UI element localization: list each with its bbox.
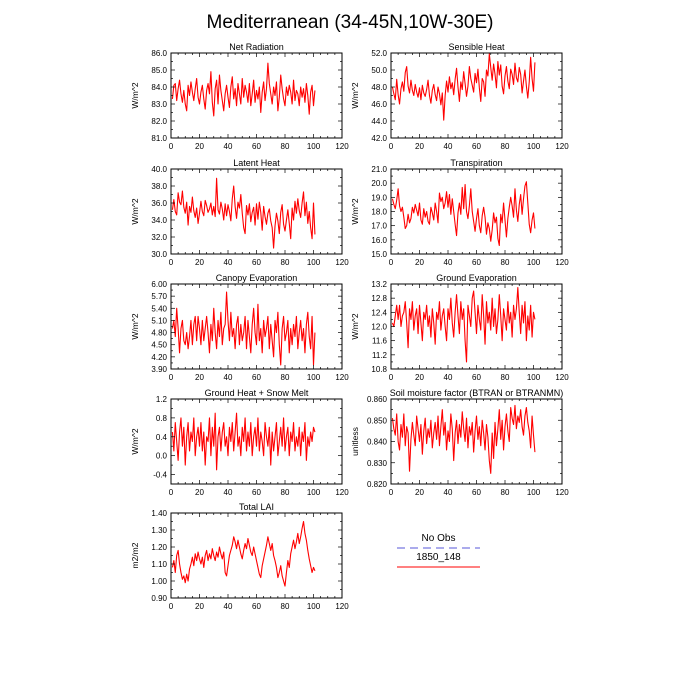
y-axis-label: W/m^2 bbox=[350, 198, 360, 225]
x-tick-label: 100 bbox=[526, 142, 541, 151]
y-tick-label: 1.30 bbox=[151, 526, 167, 535]
x-tick-label: 120 bbox=[335, 258, 349, 267]
panel-title: Net Radiation bbox=[229, 42, 284, 52]
x-tick-label: 100 bbox=[306, 258, 321, 267]
x-tick-label: 20 bbox=[415, 373, 424, 382]
y-tick-label: 17.0 bbox=[371, 221, 387, 231]
x-tick-label: 40 bbox=[223, 488, 233, 497]
y-tick-label: 5.40 bbox=[151, 304, 167, 314]
y-tick-label: 12.4 bbox=[371, 308, 387, 318]
y-tick-label: 32.0 bbox=[151, 233, 167, 242]
x-tick-label: 20 bbox=[195, 602, 204, 611]
y-tick-label: 1.10 bbox=[151, 560, 167, 569]
y-tick-label: 42.0 bbox=[371, 134, 387, 143]
x-tick-label: 120 bbox=[555, 142, 569, 151]
y-axis-label: W/m^2 bbox=[350, 313, 360, 340]
x-tick-label: 40 bbox=[443, 142, 453, 151]
y-tick-label: 0.850 bbox=[366, 416, 387, 426]
x-tick-label: 120 bbox=[555, 258, 569, 267]
y-tick-label: 11.2 bbox=[372, 350, 387, 360]
x-tick-label: 100 bbox=[306, 142, 321, 151]
y-tick-label: 0.8 bbox=[155, 413, 167, 423]
x-tick-label: 20 bbox=[415, 258, 424, 267]
panel-title: Total LAI bbox=[238, 502, 275, 512]
panel-title: Transpiration bbox=[450, 158, 503, 168]
x-tick-label: 60 bbox=[472, 258, 481, 267]
x-tick-label: 20 bbox=[195, 373, 204, 382]
panel-title: Latent Heat bbox=[233, 158, 280, 168]
y-axis-label: W/m^2 bbox=[130, 198, 140, 225]
y-tick-label: 85.0 bbox=[151, 66, 167, 75]
y-tick-label: 10.8 bbox=[371, 365, 387, 374]
y-tick-label: 6.00 bbox=[151, 280, 167, 289]
y-tick-label: 0.840 bbox=[366, 437, 387, 447]
x-tick-label: 120 bbox=[335, 142, 349, 151]
x-tick-label: 0 bbox=[388, 258, 394, 267]
x-tick-label: 20 bbox=[195, 142, 204, 151]
x-tick-label: 0 bbox=[168, 373, 174, 382]
y-tick-label: 30.0 bbox=[151, 250, 167, 259]
x-tick-label: 0 bbox=[168, 488, 174, 497]
x-tick-label: 40 bbox=[223, 142, 233, 151]
y-tick-label: 52.0 bbox=[371, 49, 387, 58]
x-tick-label: 0 bbox=[388, 373, 394, 382]
x-tick-label: 80 bbox=[280, 258, 290, 267]
y-tick-label: 0.820 bbox=[366, 480, 387, 489]
x-tick-label: 20 bbox=[195, 258, 204, 267]
x-tick-label: 120 bbox=[555, 373, 569, 382]
y-tick-label: 13.2 bbox=[371, 280, 387, 289]
x-tick-label: 0 bbox=[388, 488, 394, 497]
y-axis-label: W/m^2 bbox=[130, 313, 140, 340]
y-tick-label: 81.0 bbox=[151, 134, 167, 143]
y-tick-label: 83.0 bbox=[151, 100, 167, 109]
x-tick-label: 80 bbox=[280, 373, 290, 382]
y-tick-label: 4.50 bbox=[151, 340, 167, 350]
x-tick-label: 40 bbox=[443, 488, 453, 497]
y-tick-label: 0.90 bbox=[151, 594, 167, 603]
x-tick-label: 80 bbox=[500, 488, 510, 497]
figure-title: Mediterranean (34-45N,10W-30E) bbox=[206, 12, 494, 33]
x-tick-label: 0 bbox=[388, 142, 394, 151]
x-tick-label: 80 bbox=[500, 373, 510, 382]
x-tick-label: 100 bbox=[526, 258, 541, 267]
x-tick-label: 120 bbox=[335, 488, 349, 497]
panel-title: Canopy Evaporation bbox=[215, 273, 298, 283]
x-tick-label: 40 bbox=[443, 373, 453, 382]
x-tick-label: 100 bbox=[306, 373, 321, 382]
y-axis-label: unitless bbox=[350, 427, 360, 456]
y-tick-label: 0.860 bbox=[366, 395, 387, 404]
x-tick-label: 120 bbox=[335, 373, 349, 382]
x-tick-label: 60 bbox=[472, 488, 481, 497]
y-tick-label: 0.0 bbox=[155, 451, 167, 461]
y-tick-label: 1.2 bbox=[155, 395, 167, 404]
y-tick-label: 34.0 bbox=[151, 216, 167, 225]
y-tick-label: 18.0 bbox=[371, 207, 387, 217]
x-tick-label: 80 bbox=[500, 142, 510, 151]
x-tick-label: 80 bbox=[280, 602, 290, 611]
y-tick-label: 82.0 bbox=[151, 117, 167, 126]
x-tick-label: 120 bbox=[555, 488, 569, 497]
x-tick-label: 80 bbox=[280, 488, 290, 497]
y-axis-label: W/m^2 bbox=[130, 82, 140, 109]
legend-label-0: No Obs bbox=[421, 533, 456, 544]
y-tick-label: 12.8 bbox=[371, 294, 387, 304]
y-tick-label: 40.0 bbox=[151, 165, 167, 174]
y-tick-label: 16.0 bbox=[371, 235, 387, 245]
y-tick-label: 36.0 bbox=[151, 199, 167, 208]
x-tick-label: 60 bbox=[252, 142, 261, 151]
x-tick-label: 40 bbox=[443, 258, 453, 267]
panel-title: Ground Heat + Snow Melt bbox=[204, 388, 309, 398]
y-tick-label: 50.0 bbox=[371, 66, 387, 75]
y-tick-label: 15.0 bbox=[371, 250, 387, 259]
x-tick-label: 100 bbox=[526, 373, 541, 382]
y-tick-label: 44.0 bbox=[371, 117, 387, 126]
y-tick-label: 20.0 bbox=[371, 179, 387, 189]
panel-title: Sensible Heat bbox=[448, 42, 505, 52]
x-tick-label: 80 bbox=[280, 142, 290, 151]
x-tick-label: 0 bbox=[168, 258, 174, 267]
x-tick-label: 60 bbox=[252, 373, 261, 382]
y-tick-label: 21.0 bbox=[371, 165, 387, 174]
y-tick-label: -0.4 bbox=[153, 470, 167, 480]
y-tick-label: 4.20 bbox=[151, 352, 167, 362]
y-tick-label: 0.4 bbox=[155, 432, 167, 442]
y-axis-label: m2/m2 bbox=[130, 542, 140, 569]
y-axis-label: W/m^2 bbox=[130, 428, 140, 455]
y-tick-label: 11.6 bbox=[372, 336, 387, 346]
x-tick-label: 80 bbox=[500, 258, 510, 267]
y-tick-label: 1.40 bbox=[151, 509, 167, 518]
x-tick-label: 60 bbox=[252, 602, 261, 611]
y-tick-label: 38.0 bbox=[151, 182, 167, 191]
x-tick-label: 100 bbox=[526, 488, 541, 497]
x-tick-label: 20 bbox=[415, 488, 424, 497]
x-tick-label: 40 bbox=[223, 373, 233, 382]
x-tick-label: 20 bbox=[415, 142, 424, 151]
x-tick-label: 100 bbox=[306, 488, 321, 497]
x-tick-label: 0 bbox=[168, 142, 174, 151]
y-tick-label: 5.10 bbox=[151, 316, 167, 326]
y-tick-label: 3.90 bbox=[151, 365, 167, 374]
y-tick-label: 86.0 bbox=[151, 49, 167, 58]
y-axis-label: W/m^2 bbox=[350, 82, 360, 109]
legend-label-1: 1850_148 bbox=[416, 552, 461, 563]
x-tick-label: 60 bbox=[252, 258, 261, 267]
y-tick-label: 0.830 bbox=[366, 458, 387, 468]
panel-title: Soil moisture factor (BTRAN or BTRANMN) bbox=[389, 388, 564, 398]
x-tick-label: 0 bbox=[168, 602, 174, 611]
x-tick-label: 60 bbox=[252, 488, 261, 497]
y-tick-label: 48.0 bbox=[371, 83, 387, 92]
y-tick-label: 12.0 bbox=[371, 322, 387, 332]
x-tick-label: 120 bbox=[335, 602, 349, 611]
y-tick-label: 5.70 bbox=[151, 292, 167, 302]
x-tick-label: 60 bbox=[472, 142, 481, 151]
y-tick-label: 4.80 bbox=[151, 328, 167, 338]
x-tick-label: 20 bbox=[195, 488, 204, 497]
x-tick-label: 40 bbox=[223, 258, 233, 267]
panel-title: Ground Evaporation bbox=[436, 273, 517, 283]
y-tick-label: 46.0 bbox=[371, 100, 387, 109]
y-tick-label: 1.00 bbox=[151, 577, 167, 586]
y-tick-label: 1.20 bbox=[151, 543, 167, 552]
y-tick-label: 84.0 bbox=[151, 83, 167, 92]
y-tick-label: 19.0 bbox=[371, 193, 387, 203]
x-tick-label: 60 bbox=[472, 373, 481, 382]
x-tick-label: 100 bbox=[306, 602, 321, 611]
x-tick-label: 40 bbox=[223, 602, 233, 611]
